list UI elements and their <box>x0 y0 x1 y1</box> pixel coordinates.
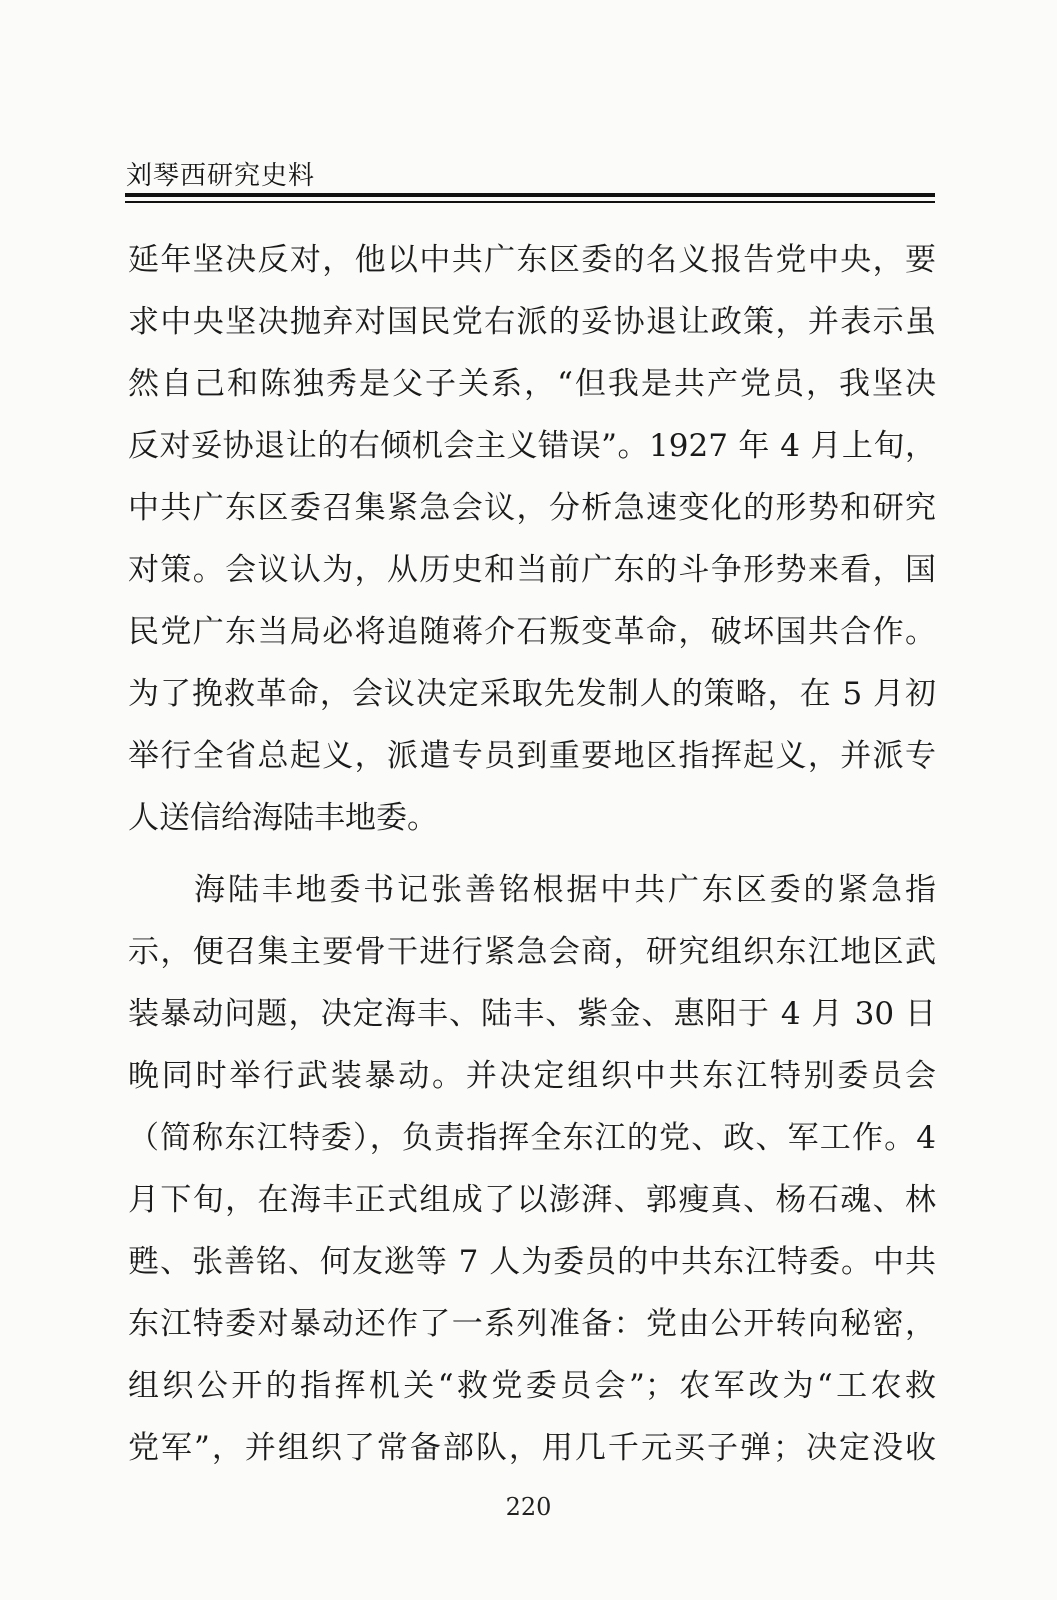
text-line: 民党广东当局必将追随蒋介石叛变革命，破坏国共合作。 <box>128 614 936 650</box>
paragraph-1 <box>128 229 936 849</box>
running-header-title: 刘琴西研究史料 <box>126 161 316 191</box>
text-line: 反对妥协退让的右倾机会主义错误”。1927 年 4 月上旬， <box>128 428 936 464</box>
text-line: 举行全省总起义，派遣专员到重要地区指挥起义，并派专 <box>128 738 936 774</box>
text-line: 延年坚决反对，他以中共广东区委的名义报告党中央，要 <box>128 242 936 278</box>
body-text <box>128 229 936 1479</box>
text-line: 甦、张善铭、何友逖等 7 人为委员的中共东江特委。中共 <box>128 1244 936 1280</box>
text-line: 然自己和陈独秀是父子关系，“但我是共产党员，我坚决 <box>128 366 936 402</box>
text-line: 装暴动问题，决定海丰、陆丰、紫金、惠阳于 4 月 30 日 <box>128 996 936 1032</box>
text-line: 为了挽救革命，会议决定采取先发制人的策略，在 5 月初 <box>128 676 936 712</box>
text-line: 求中央坚决抛弃对国民党右派的妥协退让政策，并表示虽 <box>128 304 936 340</box>
text-line: 东江特委对暴动还作了一系列准备：党由公开转向秘密， <box>128 1306 936 1342</box>
page-number: 220 <box>505 1493 552 1521</box>
text-line: 示，便召集主要骨干进行紧急会商，研究组织东江地区武 <box>128 934 936 970</box>
text-line: 晚同时举行武装暴动。并决定组织中共东江特别委员会 <box>128 1058 936 1094</box>
text-line: 月下旬，在海丰正式组成了以澎湃、郭瘦真、杨石魂、林 <box>128 1182 936 1218</box>
text-line: （简称东江特委），负责指挥全东江的党、政、军工作。4 <box>128 1120 936 1156</box>
header-rule-thick <box>125 193 935 197</box>
text-line: 对策。会议认为，从历史和当前广东的斗争形势来看，国 <box>128 552 936 588</box>
header-rule-thin <box>125 201 935 203</box>
text-line: 中共广东区委召集紧急会议，分析急速变化的形势和研究 <box>128 490 936 526</box>
paragraph-2 <box>128 859 936 1479</box>
text-line: 海陆丰地委书记张善铭根据中共广东区委的紧急指 <box>194 872 936 908</box>
paragraph-gap <box>128 849 936 859</box>
text-line: 党军”，并组织了常备部队，用几千元买子弹；决定没收 <box>128 1430 936 1466</box>
text-line: 人送信给海陆丰地委。 <box>128 800 438 836</box>
text-line: 组织公开的指挥机关“救党委员会”；农军改为“工农救 <box>128 1368 936 1404</box>
